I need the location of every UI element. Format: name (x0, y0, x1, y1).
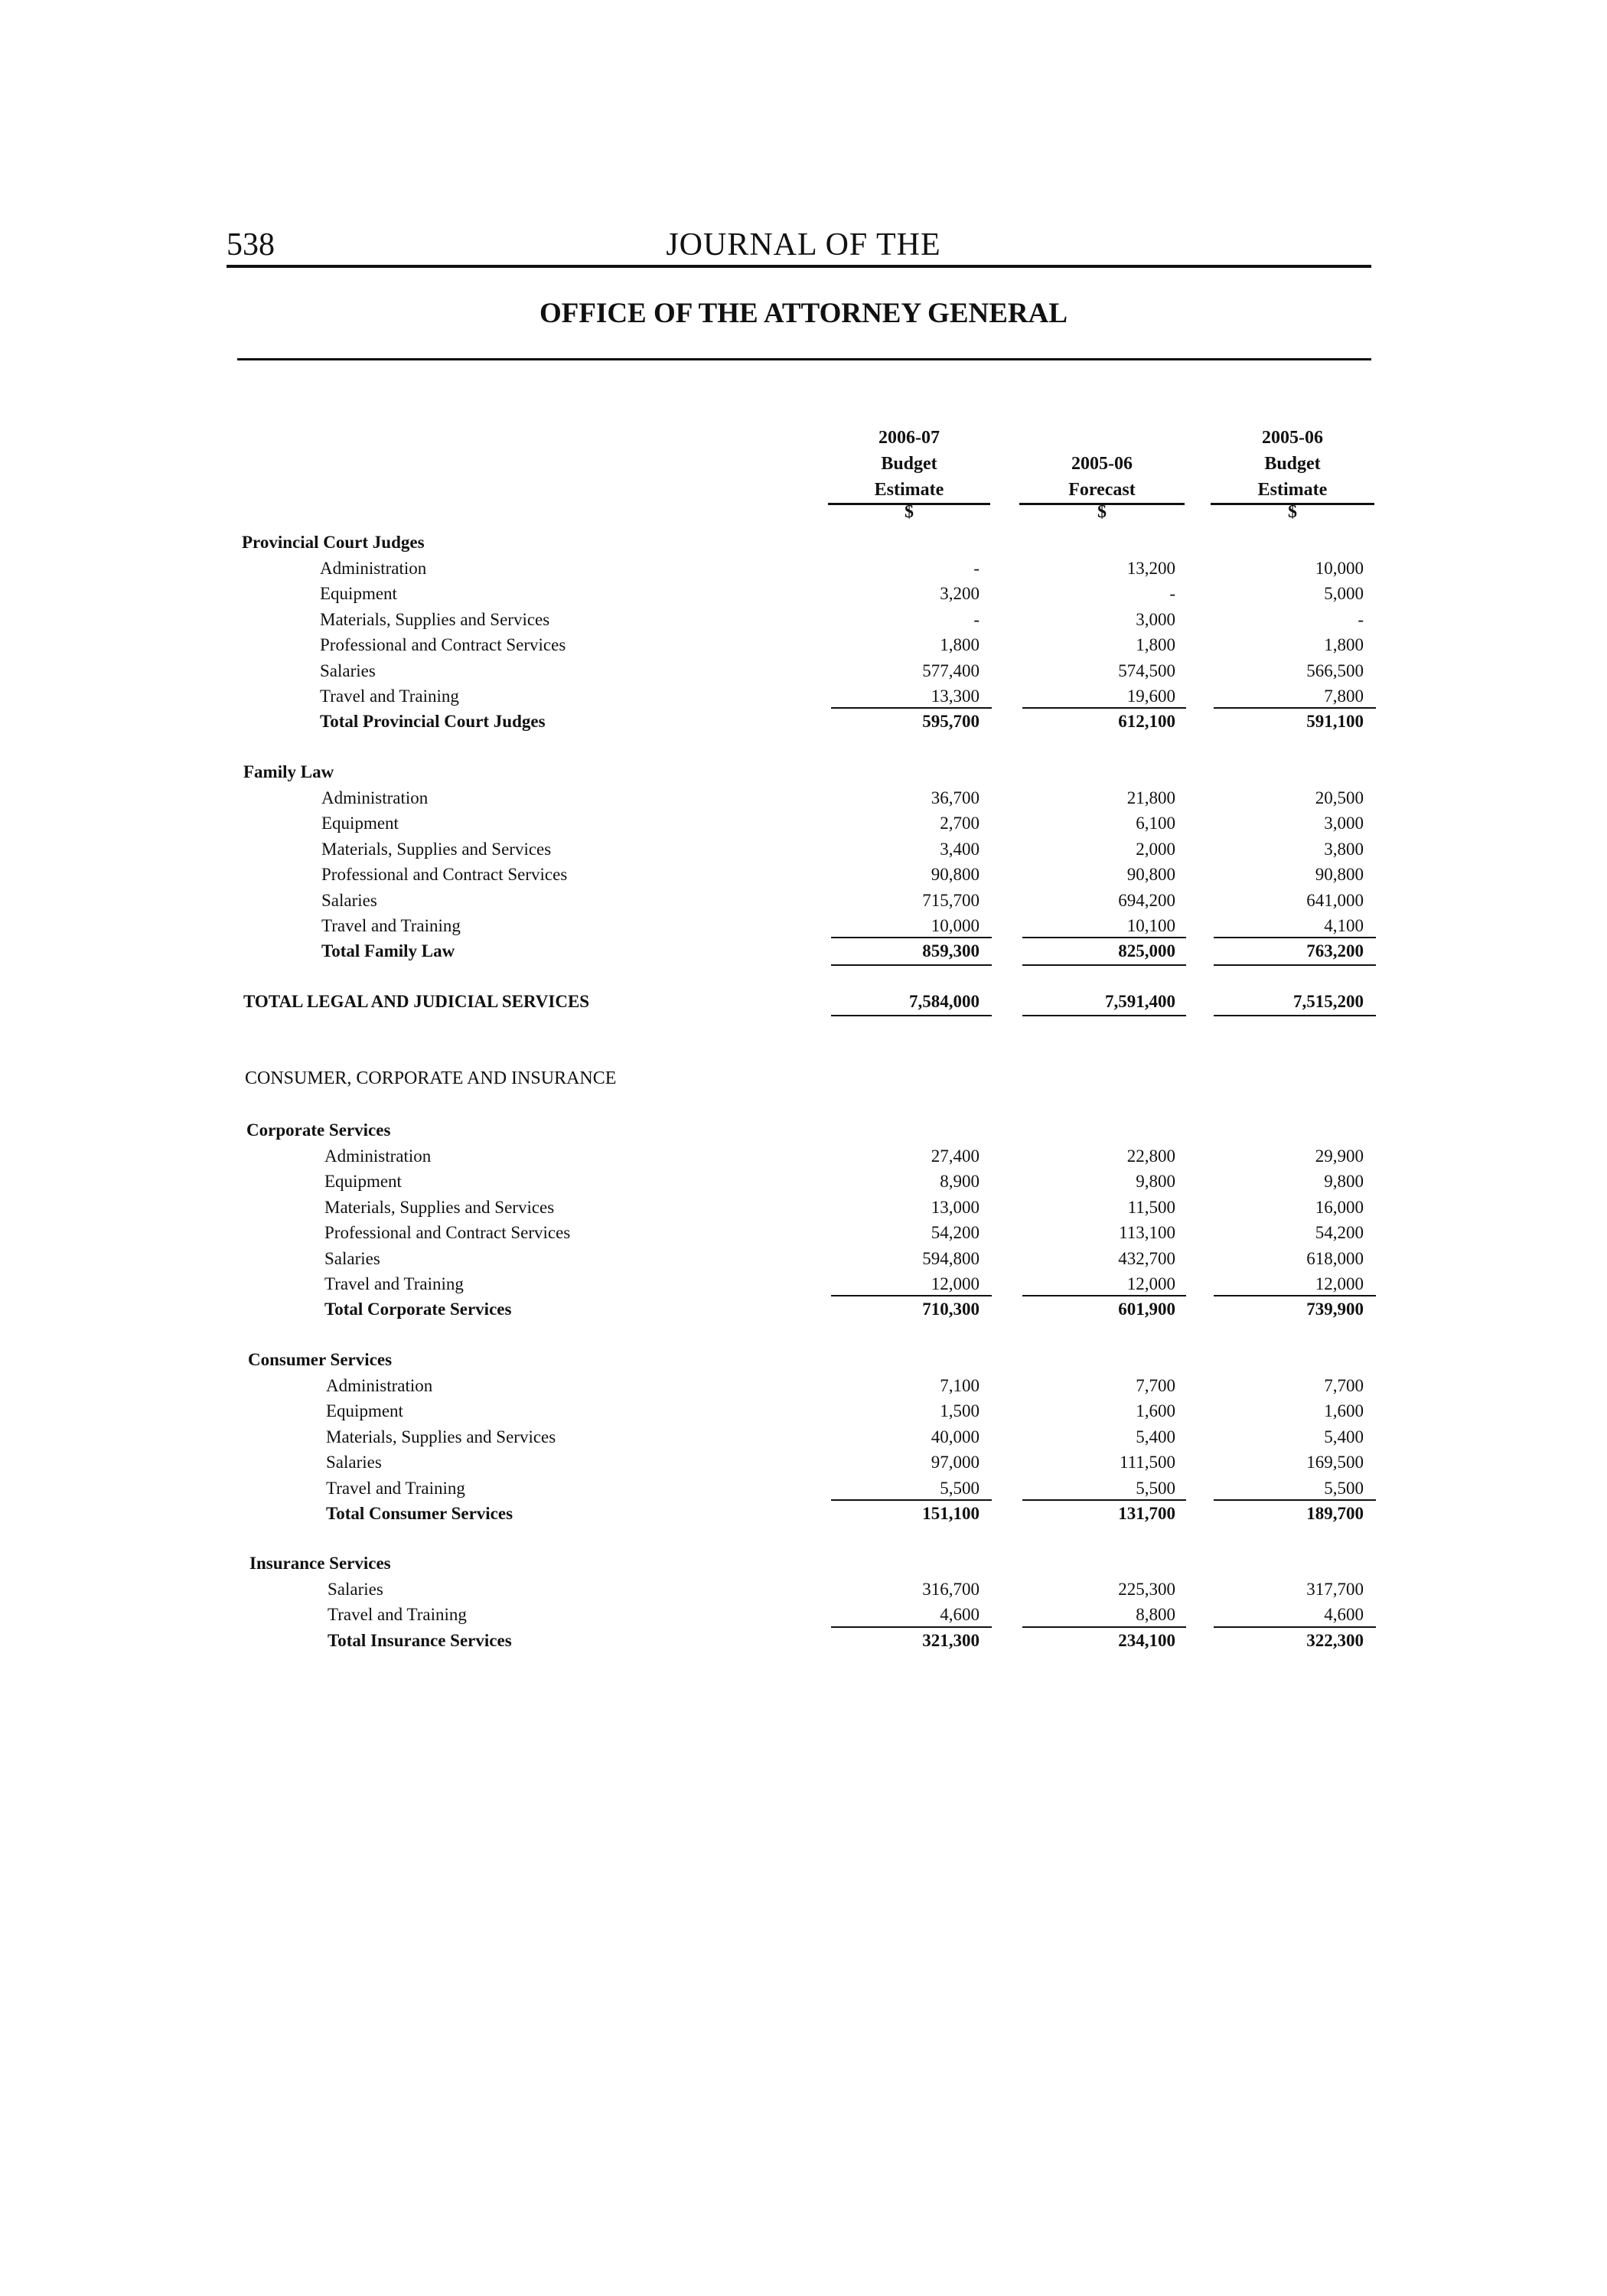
row-family-law-1 (0, 810, 1607, 837)
column-header-2005-06-budget (1211, 425, 1374, 505)
rule-grand-col3 (1214, 1015, 1376, 1016)
row-provincial-court-judges-1-value-col2: - (1169, 584, 1175, 603)
row-consumer-services-3-value-col2: 111,500 (1119, 1453, 1175, 1472)
row-corporate-services-1-label (324, 1169, 817, 1195)
row-corporate-services-2-label-text: Materials, Supplies and Services (324, 1198, 555, 1217)
total-provincial-court-judges-label (320, 709, 814, 735)
row-corporate-services-3-label-text: Professional and Contract Services (324, 1223, 571, 1242)
row-family-law-0-value-col1: 36,700 (931, 788, 980, 807)
rule-fl-total-col2 (1022, 964, 1186, 966)
row-family-law-2 (0, 837, 1607, 863)
total-insurance-services-value-col1: 321,300 (922, 1631, 980, 1650)
row-insurance-services-0-value-col1: 316,700 (922, 1580, 980, 1599)
total-corporate-services-value-col3: 739,900 (1306, 1300, 1364, 1319)
row-corporate-services-5 (0, 1271, 1607, 1297)
total-insurance-services-value-col2: 234,100 (1118, 1631, 1175, 1650)
row-family-law-2-label (321, 837, 816, 863)
total-insurance-services-value-col3: 322,300 (1306, 1631, 1364, 1650)
row-corporate-services-1-label-text: Equipment (324, 1172, 402, 1191)
row-family-law-1-value-col2: 6,100 (1136, 814, 1175, 833)
col3-currency: $ (1288, 502, 1297, 522)
row-family-law-2-label-text: Materials, Supplies and Services (321, 840, 552, 859)
total-corporate-services-value-col1: 710,300 (922, 1300, 980, 1319)
row-family-law-3-value-col2: 90,800 (1126, 865, 1175, 884)
row-consumer-services-0-label-text: Administration (326, 1376, 433, 1395)
row-provincial-court-judges-3 (0, 632, 1607, 658)
row-provincial-court-judges-4-value-col1: 577,400 (922, 661, 980, 680)
row-insurance-services-0 (0, 1577, 1607, 1603)
row-consumer-services-4-value-col1: 5,500 (940, 1479, 980, 1498)
row-consumer-services-3 (0, 1450, 1607, 1476)
rule-fl-total-col1 (831, 964, 992, 966)
row-corporate-services-4-value-col3: 618,000 (1306, 1249, 1364, 1268)
row-corporate-services-0-value-col2: 22,800 (1126, 1146, 1175, 1166)
total-provincial-court-judges-value-col2: 612,100 (1118, 712, 1175, 731)
row-family-law-5-label-text: Travel and Training (321, 916, 461, 935)
row-corporate-services-2-label (324, 1195, 817, 1221)
row-family-law-1-value-col1: 2,700 (940, 814, 980, 833)
total-provincial-court-judges-value-col3: 591,100 (1306, 712, 1364, 731)
row-consumer-services-0-label (326, 1373, 819, 1399)
row-corporate-services-5-label-text: Travel and Training (324, 1274, 464, 1293)
row-family-law-3-value-col1: 90,800 (931, 865, 980, 884)
row-provincial-court-judges-0-value-col1: - (973, 559, 980, 578)
total-consumer-services-value-col2: 131,700 (1118, 1504, 1175, 1523)
row-corporate-services-5-label (324, 1271, 817, 1297)
row-insurance-services-1-label (328, 1602, 820, 1628)
row-corporate-services-1-value-col2: 9,800 (1136, 1172, 1175, 1191)
row-consumer-services-2-value-col1: 40,000 (931, 1427, 980, 1446)
row-consumer-services-1-value-col1: 1,500 (940, 1401, 980, 1420)
row-corporate-services-2-value-col2: 11,500 (1127, 1198, 1175, 1217)
total-consumer-services-value-col3: 189,700 (1306, 1504, 1364, 1523)
total-consumer-services (0, 1501, 1607, 1527)
total-consumer-services-label-text: Total Consumer Services (326, 1504, 513, 1523)
row-consumer-services-4 (0, 1476, 1607, 1502)
row-family-law-4-label-text: Salaries (321, 891, 377, 910)
rule-fl-total-col3 (1214, 964, 1376, 966)
row-family-law-4 (0, 888, 1607, 914)
row-provincial-court-judges-5-value-col3: 7,800 (1324, 687, 1364, 706)
row-provincial-court-judges-2-label-text: Materials, Supplies and Services (320, 610, 550, 629)
row-provincial-court-judges-2-value-col3: - (1358, 610, 1364, 629)
col1-line2: Budget (881, 454, 937, 474)
total-corporate-services-label-text: Total Corporate Services (324, 1300, 512, 1319)
row-provincial-court-judges-2-value-col1: - (973, 610, 980, 629)
row-corporate-services-4 (0, 1246, 1607, 1272)
row-insurance-services-0-label-text: Salaries (328, 1580, 383, 1599)
grand-total-legal-judicial-value-col1: 7,584,000 (909, 992, 980, 1011)
row-consumer-services-3-label (326, 1450, 819, 1476)
row-consumer-services-1-value-col2: 1,600 (1136, 1401, 1175, 1420)
section-title-family-law: Family Law (243, 762, 334, 781)
row-consumer-services-4-label-text: Travel and Training (326, 1479, 465, 1498)
row-provincial-court-judges-3-value-col2: 1,800 (1136, 635, 1175, 654)
row-consumer-services-0 (0, 1373, 1607, 1399)
row-provincial-court-judges-4 (0, 658, 1607, 684)
row-consumer-services-1-value-col3: 1,600 (1324, 1401, 1364, 1420)
row-consumer-services-1-label-text: Equipment (326, 1401, 403, 1420)
row-family-law-5-value-col1: 10,000 (931, 916, 980, 935)
row-consumer-services-4-value-col3: 5,500 (1324, 1479, 1364, 1498)
row-provincial-court-judges-1-value-col3: 5,000 (1324, 584, 1364, 603)
col3-line2: Budget (1264, 454, 1321, 474)
row-corporate-services-5-value-col2: 12,000 (1126, 1274, 1175, 1293)
row-provincial-court-judges-3-value-col3: 1,800 (1324, 635, 1364, 654)
row-provincial-court-judges-1-label-text: Equipment (320, 584, 397, 603)
row-insurance-services-1-value-col2: 8,800 (1136, 1605, 1175, 1624)
row-consumer-services-2-label (326, 1424, 819, 1450)
section-title-corporate-services: Corporate Services (246, 1120, 391, 1140)
col2-line2: 2005-06 (1071, 454, 1133, 474)
row-corporate-services-0-label (324, 1143, 817, 1169)
row-family-law-4-value-col1: 715,700 (922, 891, 980, 910)
row-provincial-court-judges-2-label (320, 607, 814, 633)
col1-line3: Estimate (828, 477, 990, 505)
total-corporate-services-value-col2: 601,900 (1118, 1300, 1175, 1319)
row-insurance-services-1-value-col3: 4,600 (1324, 1605, 1364, 1624)
col2-line3: Forecast (1019, 477, 1185, 505)
total-provincial-court-judges-label-text: Total Provincial Court Judges (320, 712, 546, 731)
row-family-law-0-label (321, 785, 816, 811)
row-family-law-2-value-col2: 2,000 (1136, 840, 1175, 859)
row-family-law-5-value-col2: 10,100 (1126, 916, 1175, 935)
row-corporate-services-1 (0, 1169, 1607, 1195)
row-family-law-5-label (321, 913, 816, 939)
row-consumer-services-2-value-col3: 5,400 (1324, 1427, 1364, 1446)
row-provincial-court-judges-2 (0, 607, 1607, 633)
col3-line1: 2005-06 (1262, 428, 1323, 448)
row-provincial-court-judges-2-value-col2: 3,000 (1136, 610, 1175, 629)
row-corporate-services-3-value-col3: 54,200 (1315, 1223, 1364, 1242)
row-provincial-court-judges-1-value-col1: 3,200 (940, 584, 980, 603)
row-provincial-court-judges-4-value-col2: 574,500 (1118, 661, 1175, 680)
row-corporate-services-4-label-text: Salaries (324, 1249, 380, 1268)
column-header-2005-06-forecast (1019, 451, 1185, 505)
row-consumer-services-3-value-col3: 169,500 (1306, 1453, 1364, 1472)
header-rule (227, 265, 1371, 268)
row-corporate-services-2-value-col3: 16,000 (1315, 1198, 1364, 1217)
row-family-law-0 (0, 785, 1607, 811)
column-header-2006-07-budget (828, 425, 990, 505)
row-corporate-services-2 (0, 1195, 1607, 1221)
section-title-provincial-court-judges: Provincial Court Judges (242, 533, 425, 552)
row-provincial-court-judges-4-value-col3: 566,500 (1306, 661, 1364, 680)
row-provincial-court-judges-5-label (320, 683, 814, 709)
row-corporate-services-5-value-col3: 12,000 (1315, 1274, 1364, 1293)
section-heading-consumer-corporate-insurance: CONSUMER, CORPORATE AND INSURANCE (245, 1068, 617, 1088)
grand-total-legal-judicial (0, 989, 1607, 1015)
row-corporate-services-0-value-col3: 29,900 (1315, 1146, 1364, 1166)
row-consumer-services-3-label-text: Salaries (326, 1453, 382, 1472)
total-insurance-services (0, 1628, 1607, 1654)
row-corporate-services-3-label (324, 1220, 817, 1246)
row-insurance-services-1 (0, 1602, 1607, 1628)
row-family-law-4-label (321, 888, 816, 914)
row-insurance-services-0-value-col3: 317,700 (1306, 1580, 1364, 1599)
total-family-law-value-col2: 825,000 (1118, 941, 1175, 960)
row-family-law-0-value-col2: 21,800 (1126, 788, 1175, 807)
row-corporate-services-4-value-col1: 594,800 (922, 1249, 980, 1268)
row-consumer-services-1 (0, 1398, 1607, 1424)
total-family-law-value-col1: 859,300 (922, 941, 980, 960)
row-family-law-0-label-text: Administration (321, 788, 429, 807)
row-family-law-5-value-col3: 4,100 (1324, 916, 1364, 935)
row-insurance-services-0-label (328, 1577, 820, 1603)
col1-line1: 2006-07 (878, 428, 940, 448)
title-rule (237, 358, 1371, 360)
row-provincial-court-judges-0-value-col2: 13,200 (1126, 559, 1175, 578)
row-provincial-court-judges-4-label (320, 658, 814, 684)
row-consumer-services-1-label (326, 1398, 819, 1424)
row-consumer-services-2-label-text: Materials, Supplies and Services (326, 1427, 556, 1446)
row-consumer-services-4-value-col2: 5,500 (1136, 1479, 1175, 1498)
row-insurance-services-1-label-text: Travel and Training (328, 1605, 467, 1624)
row-provincial-court-judges-0-label-text: Administration (320, 559, 427, 578)
total-corporate-services-label (324, 1296, 817, 1322)
total-insurance-services-label (328, 1628, 820, 1654)
row-corporate-services-1-value-col3: 9,800 (1324, 1172, 1364, 1191)
col3-line3: Estimate (1211, 477, 1374, 505)
row-corporate-services-1-value-col1: 8,900 (940, 1172, 980, 1191)
total-family-law-label-text: Total Family Law (321, 941, 455, 960)
row-provincial-court-judges-5 (0, 683, 1607, 709)
row-provincial-court-judges-5-value-col2: 19,600 (1126, 687, 1175, 706)
row-family-law-4-value-col2: 694,200 (1118, 891, 1175, 910)
row-consumer-services-3-value-col1: 97,000 (931, 1453, 980, 1472)
rule-grand-col2 (1022, 1015, 1186, 1016)
row-family-law-3-label (321, 862, 816, 888)
grand-total-legal-judicial-value-col2: 7,591,400 (1105, 992, 1175, 1011)
row-family-law-3 (0, 862, 1607, 888)
row-corporate-services-3 (0, 1220, 1607, 1246)
row-provincial-court-judges-3-label-text: Professional and Contract Services (320, 635, 566, 654)
row-family-law-3-label-text: Professional and Contract Services (321, 865, 568, 884)
row-family-law-2-value-col1: 3,400 (940, 840, 980, 859)
row-provincial-court-judges-0-value-col3: 10,000 (1315, 559, 1364, 578)
grand-total-legal-judicial-value-col3: 7,515,200 (1293, 992, 1364, 1011)
col2-currency: $ (1097, 502, 1107, 522)
row-consumer-services-2 (0, 1424, 1607, 1450)
row-family-law-4-value-col3: 641,000 (1306, 891, 1364, 910)
row-family-law-5 (0, 913, 1607, 939)
total-family-law-label (321, 938, 816, 964)
row-corporate-services-4-value-col2: 432,700 (1118, 1249, 1175, 1268)
row-consumer-services-0-value-col3: 7,700 (1324, 1376, 1364, 1395)
row-insurance-services-1-value-col1: 4,600 (940, 1605, 980, 1624)
row-family-law-3-value-col3: 90,800 (1315, 865, 1364, 884)
row-provincial-court-judges-1-label (320, 581, 814, 607)
total-insurance-services-label-text: Total Insurance Services (328, 1631, 512, 1650)
office-title: OFFICE OF THE ATTORNEY GENERAL (539, 298, 1068, 329)
row-provincial-court-judges-0 (0, 556, 1607, 582)
row-corporate-services-0 (0, 1143, 1607, 1169)
row-family-law-1-label-text: Equipment (321, 814, 399, 833)
row-provincial-court-judges-3-value-col1: 1,800 (940, 635, 980, 654)
row-provincial-court-judges-4-label-text: Salaries (320, 661, 376, 680)
col1-currency: $ (905, 502, 914, 522)
grand-total-legal-judicial-label (243, 989, 816, 1015)
row-corporate-services-3-value-col2: 113,100 (1119, 1223, 1175, 1242)
row-corporate-services-0-value-col1: 27,400 (931, 1146, 980, 1166)
row-provincial-court-judges-3-label (320, 632, 814, 658)
row-consumer-services-0-value-col2: 7,700 (1136, 1376, 1175, 1395)
row-provincial-court-judges-0-label (320, 556, 814, 582)
total-family-law (0, 938, 1607, 964)
journal-title: JOURNAL OF THE (666, 227, 941, 263)
total-corporate-services (0, 1296, 1607, 1322)
row-corporate-services-2-value-col1: 13,000 (931, 1198, 980, 1217)
row-family-law-0-value-col3: 20,500 (1315, 788, 1364, 807)
row-family-law-1-label (321, 810, 816, 837)
row-provincial-court-judges-1 (0, 581, 1607, 607)
section-title-insurance-services: Insurance Services (249, 1554, 391, 1573)
row-corporate-services-0-label-text: Administration (324, 1146, 432, 1166)
total-consumer-services-value-col1: 151,100 (922, 1504, 980, 1523)
row-consumer-services-0-value-col1: 7,100 (940, 1376, 980, 1395)
row-provincial-court-judges-5-label-text: Travel and Training (320, 687, 459, 706)
total-family-law-value-col3: 763,200 (1306, 941, 1364, 960)
page-number: 538 (227, 227, 275, 263)
row-family-law-1-value-col3: 3,000 (1324, 814, 1364, 833)
rule-grand-col1 (831, 1015, 992, 1016)
row-corporate-services-5-value-col1: 12,000 (931, 1274, 980, 1293)
grand-total-legal-judicial-label-text: TOTAL LEGAL AND JUDICIAL SERVICES (243, 992, 590, 1011)
row-corporate-services-3-value-col1: 54,200 (931, 1223, 980, 1242)
row-family-law-2-value-col3: 3,800 (1324, 840, 1364, 859)
row-provincial-court-judges-5-value-col1: 13,300 (931, 687, 980, 706)
row-corporate-services-4-label (324, 1246, 817, 1272)
row-insurance-services-0-value-col2: 225,300 (1118, 1580, 1175, 1599)
total-provincial-court-judges-value-col1: 595,700 (922, 712, 980, 731)
row-consumer-services-2-value-col2: 5,400 (1136, 1427, 1175, 1446)
row-consumer-services-4-label (326, 1476, 819, 1502)
section-title-consumer-services: Consumer Services (248, 1350, 393, 1369)
total-provincial-court-judges (0, 709, 1607, 735)
total-consumer-services-label (326, 1501, 819, 1527)
